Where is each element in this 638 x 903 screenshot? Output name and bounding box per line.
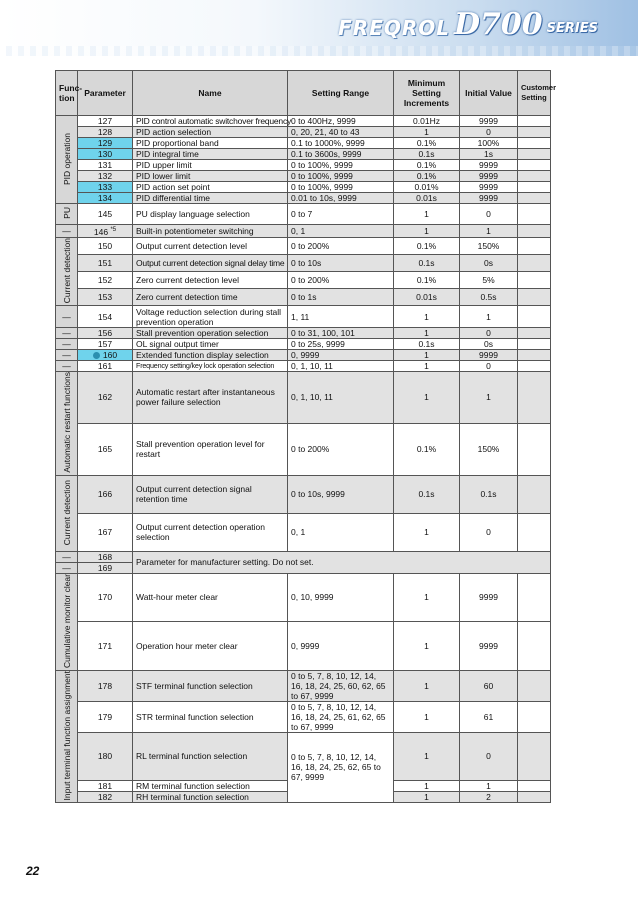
param-increment: 0.1% <box>394 171 460 182</box>
manufacturer-note: Parameter for manufacturer setting. Do not set. <box>133 551 551 573</box>
param-range: 0, 9999 <box>288 350 394 361</box>
param-increment: 1 <box>394 372 460 424</box>
param-increment: 0.01Hz <box>394 116 460 127</box>
header-min-increments: Minimum Setting Increments <box>394 71 460 116</box>
param-range: 0 to 5, 7, 8, 10, 12, 14, 16, 18, 24, 25, 60, 62, 65 to 67, 9999 <box>288 670 394 701</box>
param-increment: 0.1% <box>394 423 460 475</box>
table-row <box>56 288 551 305</box>
table-row <box>56 328 551 339</box>
param-increment: 0.01s <box>394 193 460 204</box>
param-name: Output current detection operation selection <box>133 513 288 551</box>
param-name: STF terminal function selection <box>133 670 288 701</box>
param-increment: 0.1% <box>394 160 460 171</box>
param-initial: 1 <box>460 372 518 424</box>
param-initial: 2 <box>460 792 518 803</box>
param-initial: 5% <box>460 271 518 288</box>
customer-setting-cell <box>518 193 551 204</box>
param-range: 0.1 to 3600s, 9999 <box>288 149 394 160</box>
param-number: 165 <box>78 423 133 475</box>
table-row <box>56 622 551 671</box>
customer-setting-cell <box>518 254 551 271</box>
customer-setting-cell <box>518 701 551 732</box>
customer-setting-cell <box>518 149 551 160</box>
param-increment: 1 <box>394 732 460 780</box>
table-row <box>56 204 551 225</box>
param-number: 168 <box>78 551 133 562</box>
table-row <box>56 254 551 271</box>
group-none: — <box>56 551 78 562</box>
param-range: 0 to 200% <box>288 271 394 288</box>
table-row <box>56 225 551 238</box>
table-row <box>56 423 551 475</box>
customer-setting-cell <box>518 225 551 238</box>
param-range: 0, 1, 10, 11 <box>288 361 394 372</box>
table-row <box>56 551 551 562</box>
param-range: 0, 10, 9999 <box>288 573 394 622</box>
param-range: 0 to 200% <box>288 423 394 475</box>
param-increment: 1 <box>394 127 460 138</box>
param-name: Automatic restart after instantaneous power failure selection <box>133 372 288 424</box>
param-number: 127 <box>78 116 133 127</box>
header-parameter: Parameter <box>78 71 133 116</box>
param-name: RL terminal function selection <box>133 732 288 780</box>
param-increment: 1 <box>394 328 460 339</box>
param-number: 178 <box>78 670 133 701</box>
param-increment: 1 <box>394 225 460 238</box>
param-number: 145 <box>78 204 133 225</box>
param-name: Operation hour meter clear <box>133 622 288 671</box>
param-name: Zero current detection time <box>133 288 288 305</box>
param-increment: 0.1s <box>394 149 460 160</box>
header-customer-setting: Customer Setting <box>518 71 551 116</box>
param-increment: 1 <box>394 701 460 732</box>
header-function: Func-tion <box>56 71 78 116</box>
param-initial: 9999 <box>460 116 518 127</box>
customer-setting-cell <box>518 622 551 671</box>
param-initial: 0 <box>460 513 518 551</box>
group-none: — <box>56 361 78 372</box>
param-number: 171 <box>78 622 133 671</box>
param-number: 150 <box>78 237 133 254</box>
param-number: 179 <box>78 701 133 732</box>
param-number: 157 <box>78 339 133 350</box>
param-range: 0 to 400Hz, 9999 <box>288 116 394 127</box>
table-row <box>56 513 551 551</box>
customer-setting-cell <box>518 271 551 288</box>
table-row <box>56 171 551 182</box>
param-name: OL signal output timer <box>133 339 288 350</box>
param-name: PID proportional band <box>133 138 288 149</box>
extended-mode-icon <box>93 352 100 359</box>
param-initial: 9999 <box>460 182 518 193</box>
group-current-detection-2: Current detection <box>56 475 78 551</box>
customer-setting-cell <box>518 182 551 193</box>
param-initial: 0 <box>460 204 518 225</box>
param-name: PID action selection <box>133 127 288 138</box>
param-initial: 0 <box>460 328 518 339</box>
param-number: 162 <box>78 372 133 424</box>
param-increment: 1 <box>394 573 460 622</box>
param-range: 0 to 100%, 9999 <box>288 160 394 171</box>
table-row <box>56 182 551 193</box>
page-number: 22 <box>26 864 40 878</box>
group-pid-operation: PID operation <box>56 116 78 204</box>
param-initial: 1s <box>460 149 518 160</box>
param-range: 1, 11 <box>288 306 394 328</box>
customer-setting-cell <box>518 160 551 171</box>
param-initial: 0s <box>460 254 518 271</box>
param-range: 0 to 100%, 9999 <box>288 171 394 182</box>
param-range: 0 to 100%, 9999 <box>288 182 394 193</box>
param-initial: 1 <box>460 781 518 792</box>
brand-series: SERIES <box>546 21 598 36</box>
param-increment: 1 <box>394 670 460 701</box>
customer-setting-cell <box>518 372 551 424</box>
param-number: 166 <box>78 475 133 513</box>
group-pu: PU <box>56 204 78 225</box>
param-range: 0 to 200% <box>288 237 394 254</box>
table-row <box>56 193 551 204</box>
param-range: 0, 9999 <box>288 622 394 671</box>
param-range: 0, 1 <box>288 513 394 551</box>
customer-setting-cell <box>518 573 551 622</box>
param-initial: 9999 <box>460 160 518 171</box>
param-initial: 61 <box>460 701 518 732</box>
param-name: Output current detection signal delay time <box>133 254 288 271</box>
customer-setting-cell <box>518 171 551 182</box>
param-initial: 9999 <box>460 622 518 671</box>
table-header-row <box>56 71 551 116</box>
param-name: PID control automatic switchover frequency <box>133 116 288 127</box>
customer-setting-cell <box>518 423 551 475</box>
param-initial: 9999 <box>460 350 518 361</box>
param-number: 133 <box>78 182 133 193</box>
param-initial: 9999 <box>460 193 518 204</box>
param-name: Stall prevention operation selection <box>133 328 288 339</box>
param-number: 156 <box>78 328 133 339</box>
param-range: 0.01 to 10s, 9999 <box>288 193 394 204</box>
header-initial-value: Initial Value <box>460 71 518 116</box>
group-current-detection: Current detection <box>56 237 78 305</box>
param-increment: 0.01s <box>394 288 460 305</box>
param-initial: 9999 <box>460 171 518 182</box>
table-row <box>56 271 551 288</box>
customer-setting-cell <box>518 792 551 803</box>
table-row <box>56 573 551 622</box>
table-row <box>56 306 551 328</box>
param-increment: 1 <box>394 361 460 372</box>
param-name: PU display language selection <box>133 204 288 225</box>
param-range: 0 to 5, 7, 8, 10, 12, 14, 16, 18, 24, 25, 62, 65 to 67, 9999 <box>288 732 394 802</box>
param-range: 0, 1 <box>288 225 394 238</box>
table-row <box>56 670 551 701</box>
param-initial: 1 <box>460 306 518 328</box>
group-none: — <box>56 562 78 573</box>
param-increment: 1 <box>394 350 460 361</box>
customer-setting-cell <box>518 237 551 254</box>
param-name: Extended function display selection <box>133 350 288 361</box>
param-initial: 150% <box>460 237 518 254</box>
param-name: Output current detection signal retention time <box>133 475 288 513</box>
param-range: 0 to 5, 7, 8, 10, 12, 14, 16, 18, 24, 25, 61, 62, 65 to 67, 9999 <box>288 701 394 732</box>
param-increment: 0.1% <box>394 271 460 288</box>
param-number: 169 <box>78 562 133 573</box>
group-none: — <box>56 328 78 339</box>
param-number: 161 <box>78 361 133 372</box>
customer-setting-cell <box>518 670 551 701</box>
param-number: 151 <box>78 254 133 271</box>
header-setting-range: Setting Range <box>288 71 394 116</box>
table-row <box>56 701 551 732</box>
param-initial: 9999 <box>460 573 518 622</box>
param-increment: 1 <box>394 781 460 792</box>
param-increment: 1 <box>394 792 460 803</box>
param-initial: 60 <box>460 670 518 701</box>
param-number: 134 <box>78 193 133 204</box>
customer-setting-cell <box>518 328 551 339</box>
param-increment: 1 <box>394 306 460 328</box>
param-name: RM terminal function selection <box>133 781 288 792</box>
param-initial: 0 <box>460 732 518 780</box>
param-number: 167 <box>78 513 133 551</box>
param-increment: 0.01% <box>394 182 460 193</box>
param-range: 0 to 25s, 9999 <box>288 339 394 350</box>
group-cumulative-monitor-clear: Cumulative monitor clear <box>56 573 78 670</box>
table-row <box>56 116 551 127</box>
param-increment: 0.1% <box>394 138 460 149</box>
customer-setting-cell <box>518 513 551 551</box>
table-row <box>56 138 551 149</box>
param-number: 153 <box>78 288 133 305</box>
param-range: 0 to 7 <box>288 204 394 225</box>
group-input-terminal: Input terminal function assignment <box>56 670 78 802</box>
param-increment: 0.1s <box>394 254 460 271</box>
customer-setting-cell <box>518 127 551 138</box>
table-row <box>56 732 551 780</box>
customer-setting-cell <box>518 288 551 305</box>
param-name: Stall prevention operation level for restart <box>133 423 288 475</box>
param-initial: 0.5s <box>460 288 518 305</box>
param-increment: 1 <box>394 622 460 671</box>
customer-setting-cell <box>518 732 551 780</box>
param-number: 128 <box>78 127 133 138</box>
param-name: Voltage reduction selection during stall prevention operation <box>133 306 288 328</box>
param-increment: 1 <box>394 204 460 225</box>
param-number: 132 <box>78 171 133 182</box>
table-row <box>56 372 551 424</box>
param-range: 0, 20, 21, 40 to 43 <box>288 127 394 138</box>
customer-setting-cell <box>518 116 551 127</box>
table-row <box>56 339 551 350</box>
param-name: PID upper limit <box>133 160 288 171</box>
param-name: Built-in potentiometer switching <box>133 225 288 238</box>
param-range: 0 to 10s, 9999 <box>288 475 394 513</box>
customer-setting-cell <box>518 350 551 361</box>
param-initial: 0s <box>460 339 518 350</box>
param-initial: 1 <box>460 225 518 238</box>
param-number: 154 <box>78 306 133 328</box>
header-band <box>0 0 638 56</box>
param-initial: 0 <box>460 127 518 138</box>
param-initial: 0 <box>460 361 518 372</box>
param-number: 181 <box>78 781 133 792</box>
group-automatic-restart: Automatic restart functions <box>56 372 78 476</box>
customer-setting-cell <box>518 204 551 225</box>
param-number: 129 <box>78 138 133 149</box>
customer-setting-cell <box>518 138 551 149</box>
param-number: 152 <box>78 271 133 288</box>
brand-model: D700 <box>454 7 543 42</box>
param-name: PID differential time <box>133 193 288 204</box>
param-name: Zero current detection level <box>133 271 288 288</box>
param-name: PID action set point <box>133 182 288 193</box>
group-none: — <box>56 339 78 350</box>
table-row <box>56 475 551 513</box>
table-row <box>56 237 551 254</box>
group-none: — <box>56 306 78 328</box>
param-name: Output current detection level <box>133 237 288 254</box>
param-name: STR terminal function selection <box>133 701 288 732</box>
customer-setting-cell <box>518 781 551 792</box>
footnote-ref: *5 <box>110 227 117 233</box>
param-increment: 0.1s <box>394 475 460 513</box>
param-name: RH terminal function selection <box>133 792 288 803</box>
param-number: 131 <box>78 160 133 171</box>
customer-setting-cell <box>518 339 551 350</box>
group-none: — <box>56 350 78 361</box>
param-number: 160 <box>78 350 133 361</box>
param-name: PID lower limit <box>133 171 288 182</box>
param-name: Watt-hour meter clear <box>133 573 288 622</box>
table-row <box>56 149 551 160</box>
param-number: 146 $^{*5}$ <box>78 225 133 238</box>
table-row <box>56 361 551 372</box>
table-row <box>56 350 551 361</box>
param-range: 0 to 1s <box>288 288 394 305</box>
param-increment: 1 <box>394 513 460 551</box>
param-number: 180 <box>78 732 133 780</box>
param-initial: 150% <box>460 423 518 475</box>
param-increment: 0.1s <box>394 339 460 350</box>
customer-setting-cell <box>518 306 551 328</box>
param-initial: 0.1s <box>460 475 518 513</box>
group-none: — <box>56 225 78 238</box>
param-range: 0, 1, 10, 11 <box>288 372 394 424</box>
table-row <box>56 127 551 138</box>
param-range: 0 to 10s <box>288 254 394 271</box>
brand-logo <box>338 6 598 40</box>
brand-freqrol: FREQROL <box>338 16 451 40</box>
param-number: 130 <box>78 149 133 160</box>
customer-setting-cell <box>518 475 551 513</box>
param-initial: 100% <box>460 138 518 149</box>
param-name: Frequency setting/key lock operation selection <box>133 361 288 372</box>
param-name: PID integral time <box>133 149 288 160</box>
param-number: 182 <box>78 792 133 803</box>
customer-setting-cell <box>518 361 551 372</box>
table-row <box>56 160 551 171</box>
param-range: 0 to 31, 100, 101 <box>288 328 394 339</box>
param-increment: 0.1% <box>394 237 460 254</box>
parameter-table <box>55 70 557 803</box>
param-number: 170 <box>78 573 133 622</box>
header-name: Name <box>133 71 288 116</box>
param-range: 0.1 to 1000%, 9999 <box>288 138 394 149</box>
